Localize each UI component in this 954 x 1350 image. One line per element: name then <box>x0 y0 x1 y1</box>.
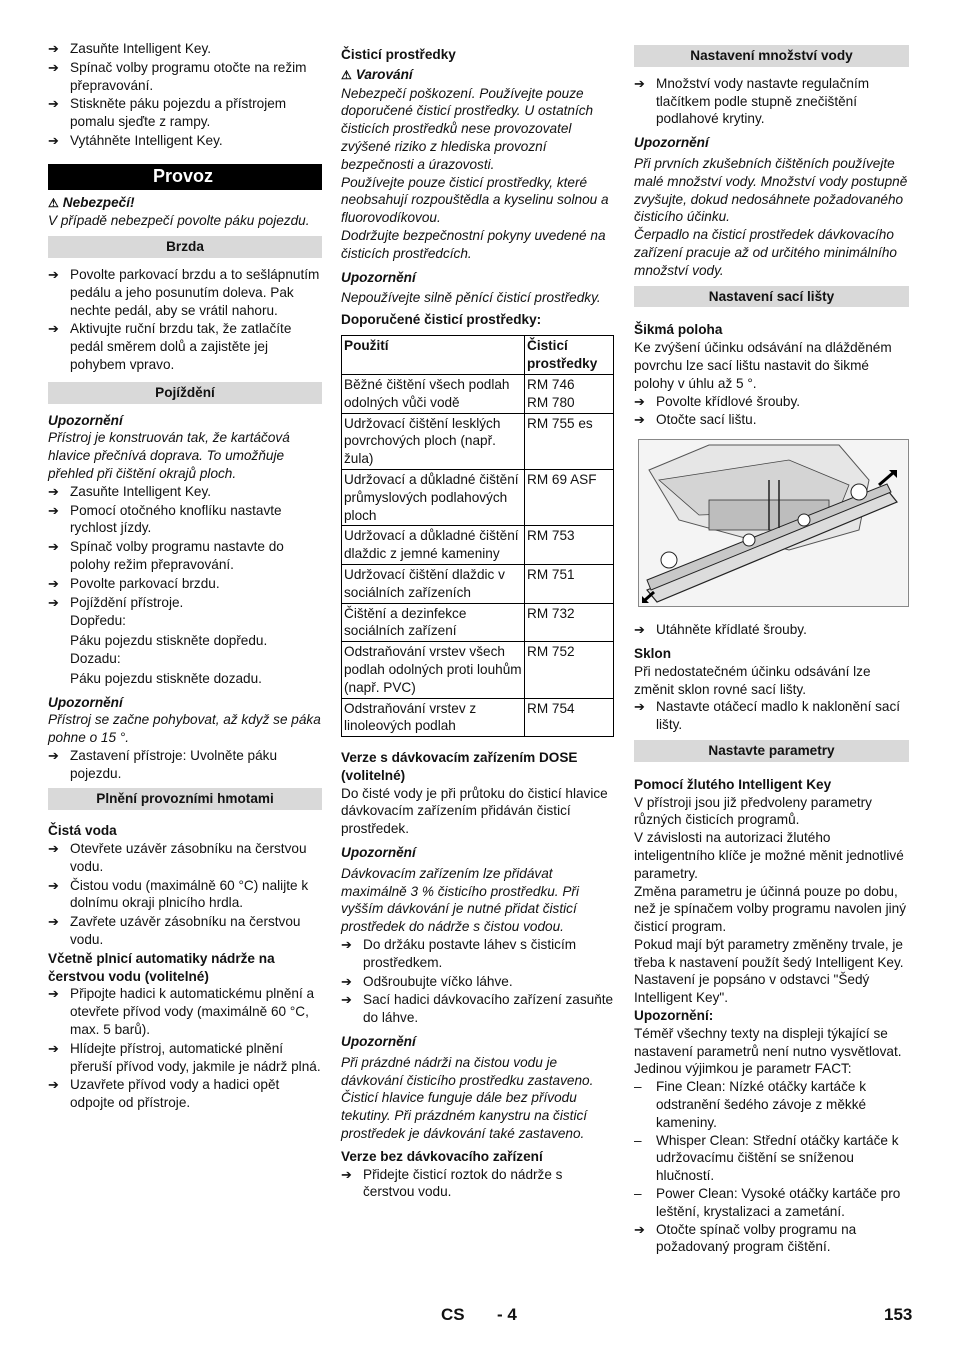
direction-text: Páku pojezdu stiskněte dopředu. <box>70 633 268 649</box>
squeegee-illustration <box>638 439 909 607</box>
note-text: Při prázdné nádrži na čistou vodu je dávkování čisticího prostředku zastaveno. Čisticí hlavice funguje dále bez přívodu tekutiny. Při prázdném kanystru na čisticí prostředek je dávkování také zastaveno. <box>341 1054 594 1142</box>
step: ➔ Přidejte čisticí roztok do nádrže s čerstvou vodu. <box>341 1166 614 1202</box>
table-cell-agent: RM 732 <box>525 603 614 642</box>
list-item: – Power Clean: Vysoké otáčky kartáče pro leštění, krystalizaci a zametání. <box>634 1185 909 1221</box>
subheading: Upozornění: <box>634 1008 714 1024</box>
note-text: Nepoužívejte silně pěnící čisticí prostředky. <box>341 290 601 306</box>
paragraph: Při nedostatečném účinku odsávání lze změnit sklon rovné sací lišty. <box>634 663 871 697</box>
step: ➔ Zavřete uzávěr zásobníku na čerstvou vodu. <box>48 913 322 949</box>
warning-label: ⚠ Varování <box>341 66 413 82</box>
table-cell-use: Udržovací a důkladné čištění průmyslových podlahových ploch <box>342 469 525 525</box>
table-cell-use: Udržovací čištění dlaždic v sociálních zařízeních <box>342 564 525 603</box>
table-cell-agent: RM 753 <box>525 526 614 565</box>
step: ➔ Zasuňte Intelligent Key. <box>48 40 322 58</box>
table-row <box>342 374 614 413</box>
footer-lang: CS <box>441 1305 465 1324</box>
list-item: – Fine Clean: Nízké otáčky kartáče k odstranění šedého závoje z měkké kameniny. <box>634 1078 909 1131</box>
note-label: Upozornění <box>341 845 416 861</box>
section-title-parametry: Nastavte parametry <box>634 740 909 762</box>
subheading: Verze bez dávkovacího zařízení <box>341 1148 543 1164</box>
note-label: Upozornění <box>341 1034 416 1050</box>
direction-text: Páku pojezdu stiskněte dozadu. <box>70 670 262 686</box>
paragraph: Téměř všechny texty na displeji týkající se nastavení parametrů není nutno vysvětlovat. Jedinou výjimkou je parametr FACT: <box>634 1025 902 1077</box>
table-row <box>342 642 614 698</box>
warning-text: Dodržujte bezpečnostní pokyny uvedené na čisticích prostředcích. <box>341 227 606 261</box>
danger-text: V případě nebezpečí povolte páku pojezdu. <box>48 213 310 229</box>
table-header-row <box>342 335 614 374</box>
step: ➔ Otočte spínač volby programu na požadovaný program čištění. <box>634 1221 909 1257</box>
section-title-provoz: Provoz <box>48 164 322 190</box>
subheading: Čistá voda <box>48 823 117 839</box>
section-title-voda: Nastavení množství vody <box>634 45 909 67</box>
step: ➔ Uzavřete přívod vody a hadici opět odpojte od přístroje. <box>48 1076 322 1112</box>
footer-page-sub: - 4 <box>497 1305 517 1324</box>
note-label: Upozornění <box>48 412 123 428</box>
table-row <box>342 413 614 469</box>
cleaning-agents-table <box>341 335 614 737</box>
table-row <box>342 564 614 603</box>
step: ➔ Aktivujte ruční brzdu tak, že zatlačíte pedál směrem dolů a zajistěte jej pohybem vpravo. <box>48 320 322 373</box>
step: ➔ Odšroubujte víčko láhve. <box>341 973 614 991</box>
note-label: Upozornění <box>341 269 416 285</box>
table-cell-use: Udržovací a důkladné čištění dlaždic z jemné kameniny <box>342 526 525 565</box>
section-title-lista: Nastavení sací lišty <box>634 286 909 308</box>
table-cell-agent: RM 754 <box>525 698 614 737</box>
warning-text: Používejte pouze čisticí prostředky, které neobsahují rozpouštědla a kyselinu solnou a fluorovodíkovou. <box>341 174 609 226</box>
paragraph: Ke zvýšení účinku odsávání na dlážděném povrchu lze sací lištu nastavit do šikmé polohy v úhlu až 5 °. <box>634 340 892 391</box>
step: ➔ Stiskněte páku pojezdu a přístrojem pomalu sjeďte z rampy. <box>48 95 322 131</box>
step: ➔ Otočte sací lištu. <box>634 411 909 429</box>
paragraph: V přístroji jsou již předvoleny parametry různých čisticích programů. <box>634 794 872 828</box>
subheading: Sklon <box>634 645 672 661</box>
subheading: Šikmá poloha <box>634 322 723 338</box>
step: ➔ Sací hadici dávkovacího zařízení zasuňte do láhve. <box>341 991 614 1027</box>
table-header: Použití <box>342 335 525 374</box>
note-label: Upozornění <box>634 135 709 151</box>
table-row <box>342 469 614 525</box>
step: ➔ Pomocí otočného knoflíku nastavte rychlost jízdy. <box>48 502 322 538</box>
column-1 <box>48 40 322 1113</box>
step: ➔ Zasuňte Intelligent Key. <box>48 483 322 501</box>
table-cell-agent: RM 746 RM 780 <box>525 374 614 413</box>
step: ➔ Čistou vodu (maximálně 60 °C) nalijte k dolnímu okraji plnicího hrdla. <box>48 877 322 913</box>
subheading: Čisticí prostředky <box>341 47 456 62</box>
step: ➔ Povolte parkovací brzdu. <box>48 575 322 593</box>
subheading: Včetně plnicí automatiky nádrže na čerstvou vodu (volitelné) <box>48 950 275 984</box>
table-row <box>342 603 614 642</box>
step: ➔ Utáhněte křídlaté šrouby. <box>634 621 909 639</box>
section-title-plneni: Plnění provozními hmotami <box>48 788 322 810</box>
table-cell-use: Čištění a dezinfekce sociálních zařízení <box>342 603 525 642</box>
column-2 <box>341 46 614 1202</box>
table-header: Čisticí prostředky <box>525 335 614 374</box>
paragraph: Do čisté vody je při průtoku do čisticí hlavice dávkovacím zařízením přidáván čisticí prostředek. <box>341 785 608 837</box>
step: ➔ Povolte parkovací brzdu a to sešlápnutím pedálu a jeho posunutím doleva. Pak nechte pedál, aby se vrátil nahoru. <box>48 266 322 319</box>
table-cell-use: Běžné čištění všech podlah odolných vůči vodě <box>342 374 525 413</box>
step: ➔ Zastavení přístroje: Uvolněte páku pojezdu. <box>48 747 322 783</box>
section-title-pojizdeni: Pojíždění <box>48 382 322 404</box>
note-text: Přístroj je konstruován tak, že kartáčová hlavice přečnívá doprava. To umožňuje přehled při čištění okrajů ploch. <box>48 430 290 481</box>
note-text: Dávkovacím zařízením lze přidávat maximálně 3 % čisticího prostředku. Při vyšším dávkování je nutné přidat čisticí prostředek do nádrže s čistou vodou. <box>341 865 579 935</box>
step: ➔ Spínač volby programu nastavte do polohy režim přepravování. <box>48 538 322 574</box>
warning-triangle-icon: ⚠ <box>48 195 59 210</box>
paragraph: V závislosti na autorizaci žlutého inteligentního klíče je možné měnit jednotlivé parametry. <box>634 830 904 881</box>
list-item: – Whisper Clean: Střední otáčky kartáče k udržovacímu čištění se sníženou hlučností. <box>634 1132 909 1185</box>
step: ➔ Hlídejte přístroj, automatické plnění přeruší přívod vody, jakmile je nádrž plná. <box>48 1040 322 1076</box>
danger-label: ⚠ Nebezpečí! <box>48 194 135 210</box>
section-title-brzda: Brzda <box>48 236 322 258</box>
footer-page-number: 153 <box>884 1305 913 1324</box>
table-row <box>342 698 614 737</box>
paragraph: Pokud mají být parametry změněny trvale, je třeba k nastavení použít šedý Intelligent Key. Nastavení je popsáno v odstavci "Šedý Intelligent Key". <box>634 936 904 1006</box>
note-text: Při prvních zkušebních čištěních používejte malé množství vody. Množství vody postupně zvyšujte, dokud nedosáhnete požadovaného čisticího účinku. <box>634 155 908 225</box>
table-cell-use: Udržovací čištění lesklých povrchových ploch (např. žula) <box>342 413 525 469</box>
direction-label: Dozadu: <box>70 650 121 666</box>
step: ➔ Množství vody nastavte regulačním tlačítkem podle stupně znečištění podlahové krytiny. <box>634 75 909 128</box>
direction-label: Dopředu: <box>70 613 126 629</box>
subheading: Pomocí žlutého Intelligent Key <box>634 776 832 792</box>
step: ➔ Povolte křídlové šrouby. <box>634 393 909 411</box>
note-text: Čerpadlo na čisticí prostředek dávkovacího zařízení pracuje až od určitého minimálního množství vody. <box>634 227 897 278</box>
warning-text: Nebezpečí poškození. Používejte pouze doporučené čisticí prostředky. U ostatních čisticích prostředků nese provozovatel zvýšené riziko z hlediska provozní bezpečnosti a úrazovosti. <box>341 85 594 172</box>
squeegee-drawing <box>639 440 907 606</box>
note-text: Přístroj se začne pohybovat, až když se páka pohne o 15 °. <box>48 712 321 746</box>
table-cell-agent: RM 755 es <box>525 413 614 469</box>
step: ➔ Otevřete uzávěr zásobníku na čerstvou vodu. <box>48 840 322 876</box>
table-cell-agent: RM 752 <box>525 642 614 698</box>
subheading: Verze s dávkovacím zařízením DOSE (volitelné) <box>341 750 578 783</box>
paragraph: Změna parametru je účinná pouze po dobu, než je spínačem volby programu navolen jiný čisticí program. <box>634 883 907 935</box>
step: ➔ Nastavte otáčecí madlo k naklonění sací lišty. <box>634 698 909 734</box>
table-cell-agent: RM 751 <box>525 564 614 603</box>
step: ➔ Do držáku postavte láhev s čisticím prostředkem. <box>341 936 614 972</box>
subheading: Doporučené čisticí prostředky: <box>341 312 542 328</box>
table-row <box>342 526 614 565</box>
step: ➔ Pojíždění přístroje. <box>48 594 322 612</box>
note-label: Upozornění <box>48 694 123 710</box>
step: ➔ Připojte hadici k automatickému plnění a otevřete přívod vody (maximálně 60 °C, max. 5 barů). <box>48 985 322 1038</box>
table-cell-use: Odstraňování vrstev všech podlah odolných proti louhům (např. PVC) <box>342 642 525 698</box>
warning-triangle-icon: ⚠ <box>341 67 352 82</box>
step: ➔ Vytáhněte Intelligent Key. <box>48 132 322 150</box>
table-cell-agent: RM 69 ASF <box>525 469 614 525</box>
column-3 <box>634 45 909 1257</box>
table-cell-use: Odstraňování vrstev z linoleových podlah <box>342 698 525 737</box>
step: ➔ Spínač volby programu otočte na režim přepravování. <box>48 59 322 95</box>
